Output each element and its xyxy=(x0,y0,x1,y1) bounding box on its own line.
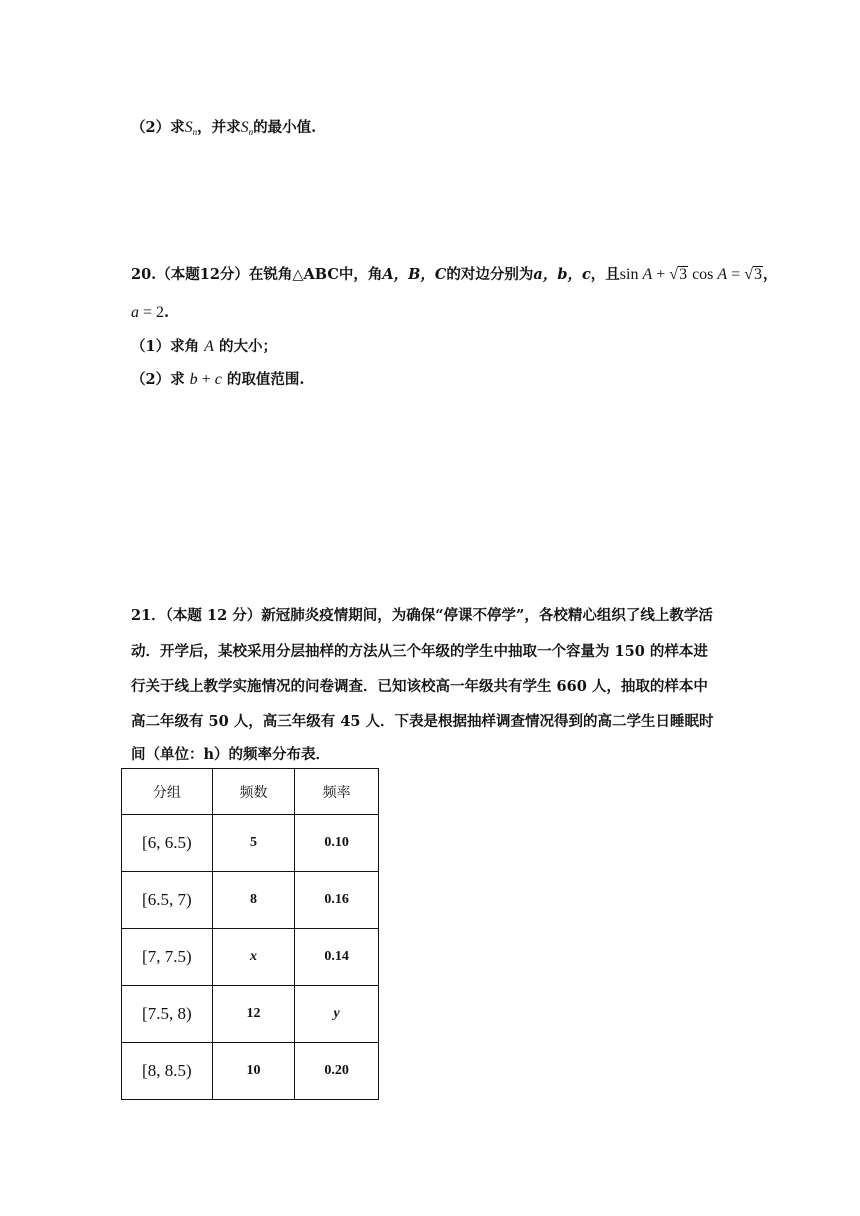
q20-part1-pre: （1）求角 xyxy=(131,338,200,355)
q21-line-3: 行关于线上教学实施情况的问卷调查．已知该校高一年级共有学生 660 人，抽取的样本中 xyxy=(131,678,708,695)
cell-count: x xyxy=(212,929,295,986)
q20-mid-text: 的对边分别为 xyxy=(446,266,534,283)
cell-frequency: 0.14 xyxy=(295,929,379,986)
q20-header: 20.（本题12分）在锐角△ABC中，角 xyxy=(131,266,383,283)
q21-line-4: 高二年级有 50 人，高三年级有 45 人．下表是根据抽样调查情况得到的高二学生日睡眠时 xyxy=(131,713,714,730)
q19-part2-prefix: （2）求 xyxy=(131,119,185,136)
cell-count: 5 xyxy=(212,815,295,872)
s-n-symbol xyxy=(185,119,198,136)
table-row xyxy=(122,929,379,986)
q20-part2-post: 的取值范围. xyxy=(226,371,305,388)
q20-b-plus-c xyxy=(190,371,222,388)
s-letter-2: S xyxy=(240,119,249,136)
eq-a1: A xyxy=(642,266,653,283)
q21-line-5: 间（单位：h）的频率分布表． xyxy=(131,746,331,763)
cell-interval: [7.5, 8) xyxy=(122,986,213,1043)
eq-equals: = xyxy=(727,266,745,283)
header-count: 频数 xyxy=(212,769,295,815)
q20-mid2-text: ，且 xyxy=(590,266,620,283)
eq-sqrt3-a: 3 xyxy=(679,266,688,283)
cell-interval: [6.5, 7) xyxy=(122,872,213,929)
cell-count: 8 xyxy=(212,872,295,929)
q20-side-vars: a，b，c xyxy=(533,266,591,283)
cell-interval: [6, 6.5) xyxy=(122,815,213,872)
q20-equation xyxy=(620,266,763,283)
sqrt-icon: √ xyxy=(669,266,679,283)
q21-line-1: 21．（本题 12 分）新冠肺炎疫情期间，为确保“停课不停学”，各校精心组织了线上教学活 xyxy=(131,607,713,624)
q20-c-var: c xyxy=(214,371,222,388)
table-row xyxy=(122,986,379,1043)
table-header-row xyxy=(122,769,379,815)
table-row xyxy=(122,872,379,929)
q20-line2-end: . xyxy=(164,304,170,321)
cell-frequency: 0.16 xyxy=(295,872,379,929)
q20-part2 xyxy=(131,370,304,390)
cell-count: 10 xyxy=(212,1043,295,1100)
n-subscript: n xyxy=(192,127,198,137)
q20-angle-vars: A，B，C xyxy=(382,266,447,283)
s-letter: S xyxy=(184,119,193,136)
eq-plus: + xyxy=(652,266,670,283)
eq-sqrt3-b: 3 xyxy=(753,266,762,283)
header-frequency: 频率 xyxy=(295,769,379,815)
cell-interval: [8, 8.5) xyxy=(122,1043,213,1100)
frequency-table xyxy=(121,768,379,1100)
eq-cos: cos xyxy=(692,266,714,283)
table-row xyxy=(122,1043,379,1100)
q20-part2-pre: （2）求 xyxy=(131,371,185,388)
q20-statement-line1 xyxy=(131,265,777,285)
eq-a2: A xyxy=(717,266,728,283)
cell-interval: [7, 7.5) xyxy=(122,929,213,986)
q20-b-var: b xyxy=(189,371,198,388)
s-n-symbol-2 xyxy=(241,119,254,136)
q20-part1-var: A xyxy=(204,338,214,355)
q20-tail: ， xyxy=(762,266,778,283)
q21-line-2: 动．开学后，某校采用分层抽样的方法从三个年级的学生中抽取一个容量为 150 的样本进 xyxy=(131,643,708,660)
header-group: 分组 xyxy=(122,769,213,815)
q19-part2-suffix: 的最小值. xyxy=(253,119,317,136)
table-row xyxy=(122,815,379,872)
q19-part2 xyxy=(131,118,316,142)
cell-frequency: 0.20 xyxy=(295,1043,379,1100)
q20-a-value: = 2 xyxy=(139,304,165,321)
sqrt-icon-2: √ xyxy=(744,266,753,283)
q20-part1-post: 的大小； xyxy=(219,338,277,355)
cell-frequency: 0.10 xyxy=(295,815,379,872)
q20-a-var: a xyxy=(131,304,139,321)
q20-part1 xyxy=(131,337,277,357)
cell-frequency: y xyxy=(295,986,379,1043)
q20-statement-line2 xyxy=(131,303,169,323)
n-subscript-2: n xyxy=(248,127,254,137)
cell-count: 12 xyxy=(212,986,295,1043)
q19-part2-mid: ，并求 xyxy=(197,119,241,136)
q20-plus: + xyxy=(197,371,215,388)
eq-sin: sin xyxy=(619,266,639,283)
